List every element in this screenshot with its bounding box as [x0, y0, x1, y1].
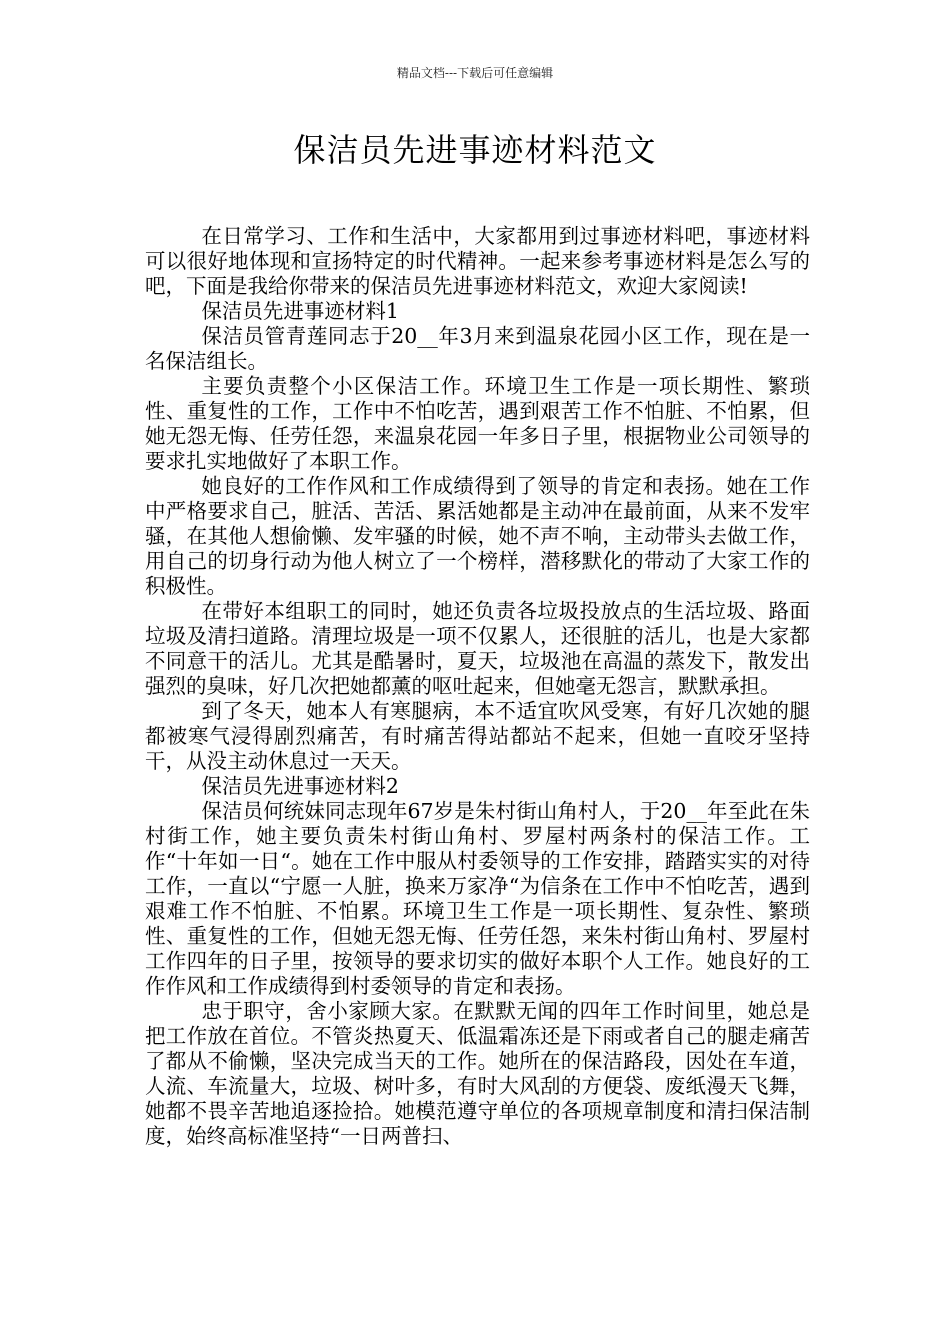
section-heading-2: 保洁员先进事迹材料2 [201, 774, 399, 798]
intro-paragraph: 在日常学习、工作和生活中，大家都用到过事迹材料吧，事迹材料可以很好地体现和宣扬特定的时代精神。一起来参考事迹材料是怎么写的吧，下面是我给你带来的保洁员先进事迹材料范文，欢迎大家阅读! [145, 224, 810, 298]
section-heading-1: 保洁员先进事迹材料1 [201, 299, 399, 323]
document-title: 保洁员先进事迹材料范文 [293, 131, 657, 169]
header-note: 精品文档---下载后可任意编辑 [396, 66, 554, 80]
document-body [145, 224, 810, 1149]
body-paragraph: 主要负责整个小区保洁工作。环境卫生工作是一项长期性、繁琐性、重复性的工作，工作中不怕吃苦，遇到艰苦工作不怕脏、不怕累，但她无怨无悔、任劳任怨，来温泉花园一年多日子里，根据物业公司领导的要求扎实地做好了本职工作。 [145, 374, 810, 473]
body-paragraph: 保洁员管青莲同志于20__年3月来到温泉花园小区工作，现在是一名保洁组长。 [145, 324, 810, 373]
body-paragraph: 保洁员何统妹同志现年67岁是朱村街山角村人，于20__年至此在朱村街工作，她主要负责朱村街山角村、罗屋村两条村的保洁工作。工作“十年如一日“。她在工作中服从村委领导的工作安排，踏踏实实的对待工作，一直以“宁愿一人脏，换来万家净“为信条在工作中不怕吃苦，遇到艰难工作不怕脏、不怕累。环境卫生工作是一项长期性、复杂性、繁琐性、重复性的工作，但她无怨无悔、任劳任怨，来朱村街山角村、罗屋村工作四年的日子里，按领导的要求切实的做好本职个人工作。她良好的工作作风和工作成绩得到村委领导的肯定和表扬。 [145, 799, 810, 998]
body-paragraph: 忠于职守，舍小家顾大家。在默默无闻的四年工作时间里，她总是把工作放在首位。不管炎热夏天、低温霜冻还是下雨或者自己的腿走痛苦了都从不偷懒，坚决完成当天的工作。她所在的保洁路段，因处在车道，人流、车流量大，垃圾、树叶多，有时大风刮的方便袋、废纸漫天飞舞，她都不畏辛苦地追逐捡拾。她模范遵守单位的各项规章制度和清扫保洁制度，始终高标准坚持“一日两普扫、 [145, 999, 810, 1148]
body-paragraph: 她良好的工作作风和工作成绩得到了领导的肯定和表扬。她在工作中严格要求自己，脏活、苦活、累活她都是主动冲在最前面，从来不发牢骚，在其他人想偷懒、发牢骚的时候，她不声不响，主动带头去做工作，用自己的切身行动为他人树立了一个榜样，潜移默化的带动了大家工作的积极性。 [145, 474, 810, 598]
body-paragraph: 在带好本组职工的同时，她还负责各垃圾投放点的生活垃圾、路面垃圾及清扫道路。清理垃圾是一项不仅累人，还很脏的活儿，也是大家都不同意干的活儿。尤其是酷暑时，夏天，垃圾池在高温的蒸发下，散发出强烈的臭味，好几次把她都薰的呕吐起来，但她毫无怨言，默默承担。 [145, 599, 810, 698]
body-paragraph: 到了冬天，她本人有寒腿病，本不适宜吹风受寒，有好几次她的腿都被寒气浸得剧烈痛苦，有时痛苦得站都站不起来，但她一直咬牙坚持干，从没主动休息过一天天。 [145, 699, 810, 773]
